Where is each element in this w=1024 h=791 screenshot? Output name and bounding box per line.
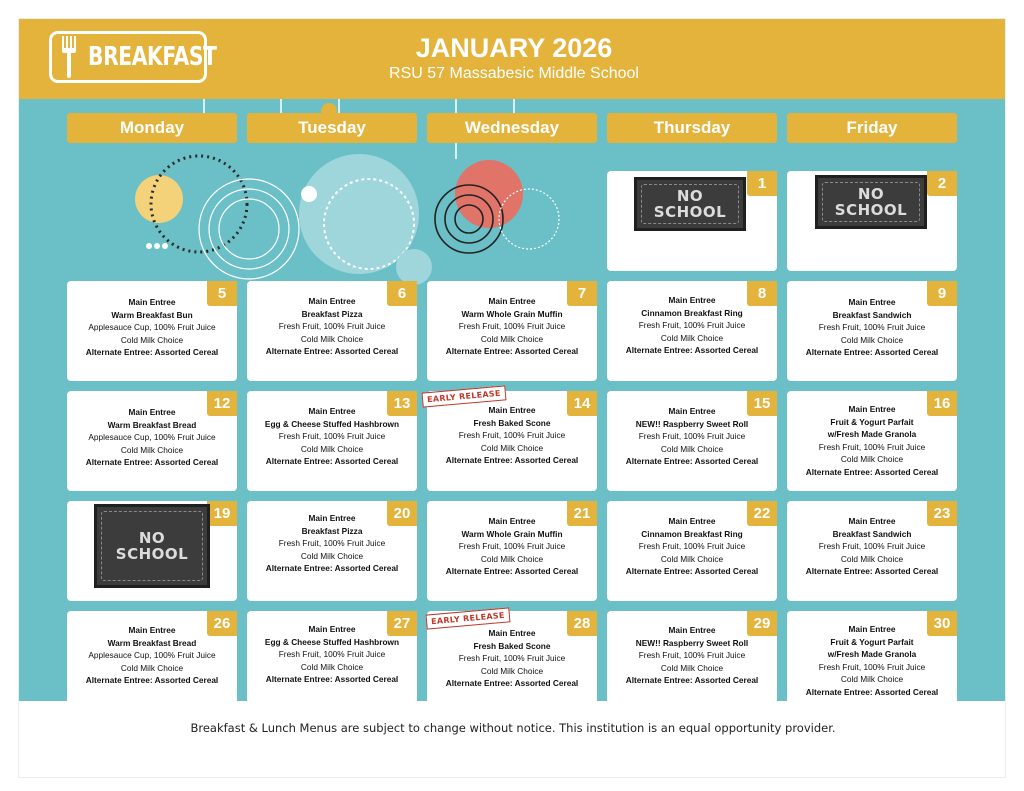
entree-item: Fruit & Yogurt Parfait [830, 636, 914, 647]
menu-text [607, 515, 777, 578]
entree-item: Cinnamon Breakfast Ring [641, 528, 743, 539]
calendar-cell [607, 611, 777, 701]
page-title: JANUARY 2026 [415, 33, 613, 63]
day-number: 19 [207, 501, 237, 526]
milk: Cold Milk Choice [480, 553, 544, 564]
milk: Cold Milk Choice [300, 443, 364, 454]
entree-item: Egg & Cheese Stuffed Hashbrown [264, 418, 400, 429]
entree-label: Main Entree [308, 296, 356, 306]
calendar-cell [67, 501, 237, 601]
sides: Fresh Fruit, 100% Fruit Juice [278, 649, 386, 660]
day-number: 12 [207, 391, 237, 416]
sides: Fresh Fruit, 100% Fruit Juice [638, 320, 746, 331]
day-header-wednesday: Wednesday [427, 113, 597, 143]
sides: Fresh Fruit, 100% Fruit Juice [458, 321, 566, 332]
alternate-entree: Alternate Entree: Assorted Cereal [265, 674, 399, 685]
no-school-sign [815, 175, 927, 229]
day-header-monday: Monday [67, 113, 237, 143]
entree-label: Main Entree [668, 295, 716, 305]
milk: Cold Milk Choice [300, 550, 364, 561]
entree-label: Main Entree [668, 516, 716, 526]
no-school-sign [634, 177, 746, 231]
calendar-cell [67, 611, 237, 701]
calendar-cell [247, 611, 417, 701]
calendar-cell [247, 391, 417, 491]
calendar-cell [787, 391, 957, 491]
calendar-cell [607, 281, 777, 381]
entree-label: Main Entree [488, 296, 536, 306]
entree-label: Main Entree [128, 297, 176, 307]
no-school-line2: SCHOOL [653, 203, 727, 221]
milk: Cold Milk Choice [480, 665, 544, 676]
no-school-line1: NO [676, 187, 704, 205]
alternate-entree: Alternate Entree: Assorted Cereal [265, 346, 399, 357]
day-number: 21 [567, 501, 597, 526]
alternate-entree: Alternate Entree: Assorted Cereal [805, 566, 939, 577]
milk: Cold Milk Choice [840, 553, 904, 564]
milk: Cold Milk Choice [660, 332, 724, 343]
entree-item: Fruit & Yogurt Parfait [830, 416, 914, 427]
sides: Fresh Fruit, 100% Fruit Juice [818, 541, 926, 552]
menu-text [787, 515, 957, 578]
menu-text [247, 623, 417, 686]
day-number: 27 [387, 611, 417, 636]
day-number: 9 [927, 281, 957, 306]
entree-item: Breakfast Sandwich [832, 528, 912, 539]
no-school-line1: NO [857, 185, 885, 203]
sides: Fresh Fruit, 100% Fruit Juice [458, 541, 566, 552]
calendar-cell [247, 281, 417, 381]
milk: Cold Milk Choice [660, 662, 724, 673]
no-school-line2: SCHOOL [115, 545, 189, 563]
calendar-cell [427, 281, 597, 381]
entree-label: Main Entree [668, 406, 716, 416]
calendar-cell [67, 281, 237, 381]
entree-label: Main Entree [308, 624, 356, 634]
menu-text [247, 405, 417, 468]
sides: Fresh Fruit, 100% Fruit Juice [818, 441, 926, 452]
calendar-cell [787, 281, 957, 381]
entree-item: NEW!! Raspberry Sweet Roll [635, 637, 749, 648]
day-number: 20 [387, 501, 417, 526]
milk: Cold Milk Choice [660, 553, 724, 564]
day-number: 13 [387, 391, 417, 416]
alternate-entree: Alternate Entree: Assorted Cereal [445, 678, 579, 689]
entree-label: Main Entree [488, 628, 536, 638]
alternate-entree: Alternate Entree: Assorted Cereal [805, 347, 939, 358]
alternate-entree: Alternate Entree: Assorted Cereal [625, 456, 759, 467]
no-school-line2: SCHOOL [834, 201, 908, 219]
day-number: 28 [567, 611, 597, 636]
footer-disclaimer: Breakfast & Lunch Menus are subject to change without notice. This institution is an equal opportunity provider. [190, 721, 836, 735]
milk: Cold Milk Choice [480, 442, 544, 453]
alternate-entree: Alternate Entree: Assorted Cereal [625, 675, 759, 686]
sides: Fresh Fruit, 100% Fruit Juice [458, 653, 566, 664]
sides: Fresh Fruit, 100% Fruit Juice [638, 431, 746, 442]
alternate-entree: Alternate Entree: Assorted Cereal [805, 686, 939, 697]
day-number: 26 [207, 611, 237, 636]
alternate-entree: Alternate Entree: Assorted Cereal [805, 466, 939, 477]
menu-page [18, 18, 1006, 778]
no-school-sign [94, 504, 210, 588]
calendar-cell [67, 391, 237, 491]
entree-item: Breakfast Pizza [301, 308, 363, 319]
day-number: 5 [207, 281, 237, 306]
early-release-stamp: EARLY RELEASE [426, 607, 511, 629]
milk: Cold Milk Choice [300, 333, 364, 344]
menu-text [787, 296, 957, 359]
entree-label: Main Entree [308, 406, 356, 416]
sides: Fresh Fruit, 100% Fruit Juice [818, 661, 926, 672]
alternate-entree: Alternate Entree: Assorted Cereal [625, 566, 759, 577]
entree-item: Warm Breakfast Bread [107, 637, 197, 648]
menu-text [787, 403, 957, 479]
calendar-cell [427, 391, 597, 491]
sides: Fresh Fruit, 100% Fruit Juice [638, 650, 746, 661]
alternate-entree: Alternate Entree: Assorted Cereal [265, 456, 399, 467]
calendar-board [19, 99, 1006, 701]
alternate-entree: Alternate Entree: Assorted Cereal [445, 566, 579, 577]
sides: Applesauce Cup, 100% Fruit Juice [88, 650, 216, 661]
calendar-cell [787, 611, 957, 701]
entree-label: Main Entree [128, 407, 176, 417]
entree-item: NEW!! Raspberry Sweet Roll [635, 418, 749, 429]
calendar-cell [247, 501, 417, 601]
day-number: 15 [747, 391, 777, 416]
entree-item: Breakfast Pizza [301, 525, 363, 536]
calendar-cell [607, 171, 777, 271]
sides: Fresh Fruit, 100% Fruit Juice [458, 430, 566, 441]
sides: Fresh Fruit, 100% Fruit Juice [818, 322, 926, 333]
day-number: 8 [747, 281, 777, 306]
day-number: 30 [927, 611, 957, 636]
entree-item: Fresh Baked Scone [473, 640, 551, 651]
day-header-thursday: Thursday [607, 113, 777, 143]
entree-item-detail: w/Fresh Made Granola [827, 649, 917, 660]
entree-item: Breakfast Sandwich [832, 309, 912, 320]
menu-text [247, 295, 417, 358]
menu-text [427, 295, 597, 358]
alternate-entree: Alternate Entree: Assorted Cereal [85, 347, 219, 358]
milk: Cold Milk Choice [120, 444, 184, 455]
milk: Cold Milk Choice [660, 443, 724, 454]
menu-text [427, 404, 597, 467]
menu-text [67, 406, 237, 469]
day-number: 16 [927, 391, 957, 416]
day-number: 1 [747, 171, 777, 196]
sides: Fresh Fruit, 100% Fruit Juice [638, 541, 746, 552]
breakfast-logo [49, 31, 217, 83]
entree-label: Main Entree [848, 516, 896, 526]
header-banner [19, 19, 1006, 99]
alternate-entree: Alternate Entree: Assorted Cereal [625, 345, 759, 356]
alternate-entree: Alternate Entree: Assorted Cereal [445, 455, 579, 466]
calendar-cell [787, 171, 957, 271]
day-number: 22 [747, 501, 777, 526]
day-number: 7 [567, 281, 597, 306]
entree-label: Main Entree [488, 516, 536, 526]
menu-text [67, 624, 237, 687]
sides: Fresh Fruit, 100% Fruit Juice [278, 431, 386, 442]
early-release-stamp: EARLY RELEASE [422, 385, 507, 407]
calendar-cell [607, 501, 777, 601]
calendar-cell [607, 391, 777, 491]
alternate-entree: Alternate Entree: Assorted Cereal [85, 675, 219, 686]
milk: Cold Milk Choice [480, 333, 544, 344]
calendar-cell [427, 501, 597, 601]
milk: Cold Milk Choice [840, 334, 904, 345]
entree-item: Cinnamon Breakfast Ring [641, 307, 743, 318]
menu-text [427, 515, 597, 578]
entree-item: Warm Breakfast Bun [111, 309, 193, 320]
entree-item: Warm Whole Grain Muffin [461, 308, 563, 319]
sides: Fresh Fruit, 100% Fruit Juice [278, 321, 386, 332]
day-number: 6 [387, 281, 417, 306]
entree-label: Main Entree [308, 513, 356, 523]
day-number: 29 [747, 611, 777, 636]
milk: Cold Milk Choice [840, 674, 904, 685]
menu-text [607, 405, 777, 468]
menu-text [607, 294, 777, 357]
calendar-cell [787, 501, 957, 601]
entree-item: Warm Whole Grain Muffin [461, 528, 563, 539]
entree-label: Main Entree [848, 297, 896, 307]
entree-label: Main Entree [668, 625, 716, 635]
menu-text [787, 623, 957, 699]
entree-item: Fresh Baked Scone [473, 417, 551, 428]
milk: Cold Milk Choice [840, 454, 904, 465]
entree-label: Main Entree [128, 625, 176, 635]
logo-text: BREAKFAST [88, 42, 217, 72]
sides: Applesauce Cup, 100% Fruit Juice [88, 432, 216, 443]
day-number: 2 [927, 171, 957, 196]
menu-text [67, 296, 237, 359]
day-number: 23 [927, 501, 957, 526]
milk: Cold Milk Choice [120, 334, 184, 345]
alternate-entree: Alternate Entree: Assorted Cereal [85, 457, 219, 468]
entree-item: Warm Breakfast Bread [107, 419, 197, 430]
fork-icon [62, 34, 76, 80]
entree-label: Main Entree [488, 405, 536, 415]
sides: Applesauce Cup, 100% Fruit Juice [88, 322, 216, 333]
entree-label: Main Entree [848, 404, 896, 414]
sides: Fresh Fruit, 100% Fruit Juice [278, 538, 386, 549]
entree-item-detail: w/Fresh Made Granola [827, 429, 917, 440]
milk: Cold Milk Choice [300, 661, 364, 672]
menu-text [247, 512, 417, 575]
alternate-entree: Alternate Entree: Assorted Cereal [265, 563, 399, 574]
day-number: 14 [567, 391, 597, 416]
entree-label: Main Entree [848, 624, 896, 634]
day-header-tuesday: Tuesday [247, 113, 417, 143]
alternate-entree: Alternate Entree: Assorted Cereal [445, 346, 579, 357]
menu-text [607, 624, 777, 687]
school-name: RSU 57 Massabesic Middle School [389, 65, 639, 82]
entree-item: Egg & Cheese Stuffed Hashbrown [264, 636, 400, 647]
milk: Cold Milk Choice [120, 662, 184, 673]
menu-text [427, 627, 597, 690]
day-header-friday: Friday [787, 113, 957, 143]
no-school-line1: NO [138, 529, 166, 547]
